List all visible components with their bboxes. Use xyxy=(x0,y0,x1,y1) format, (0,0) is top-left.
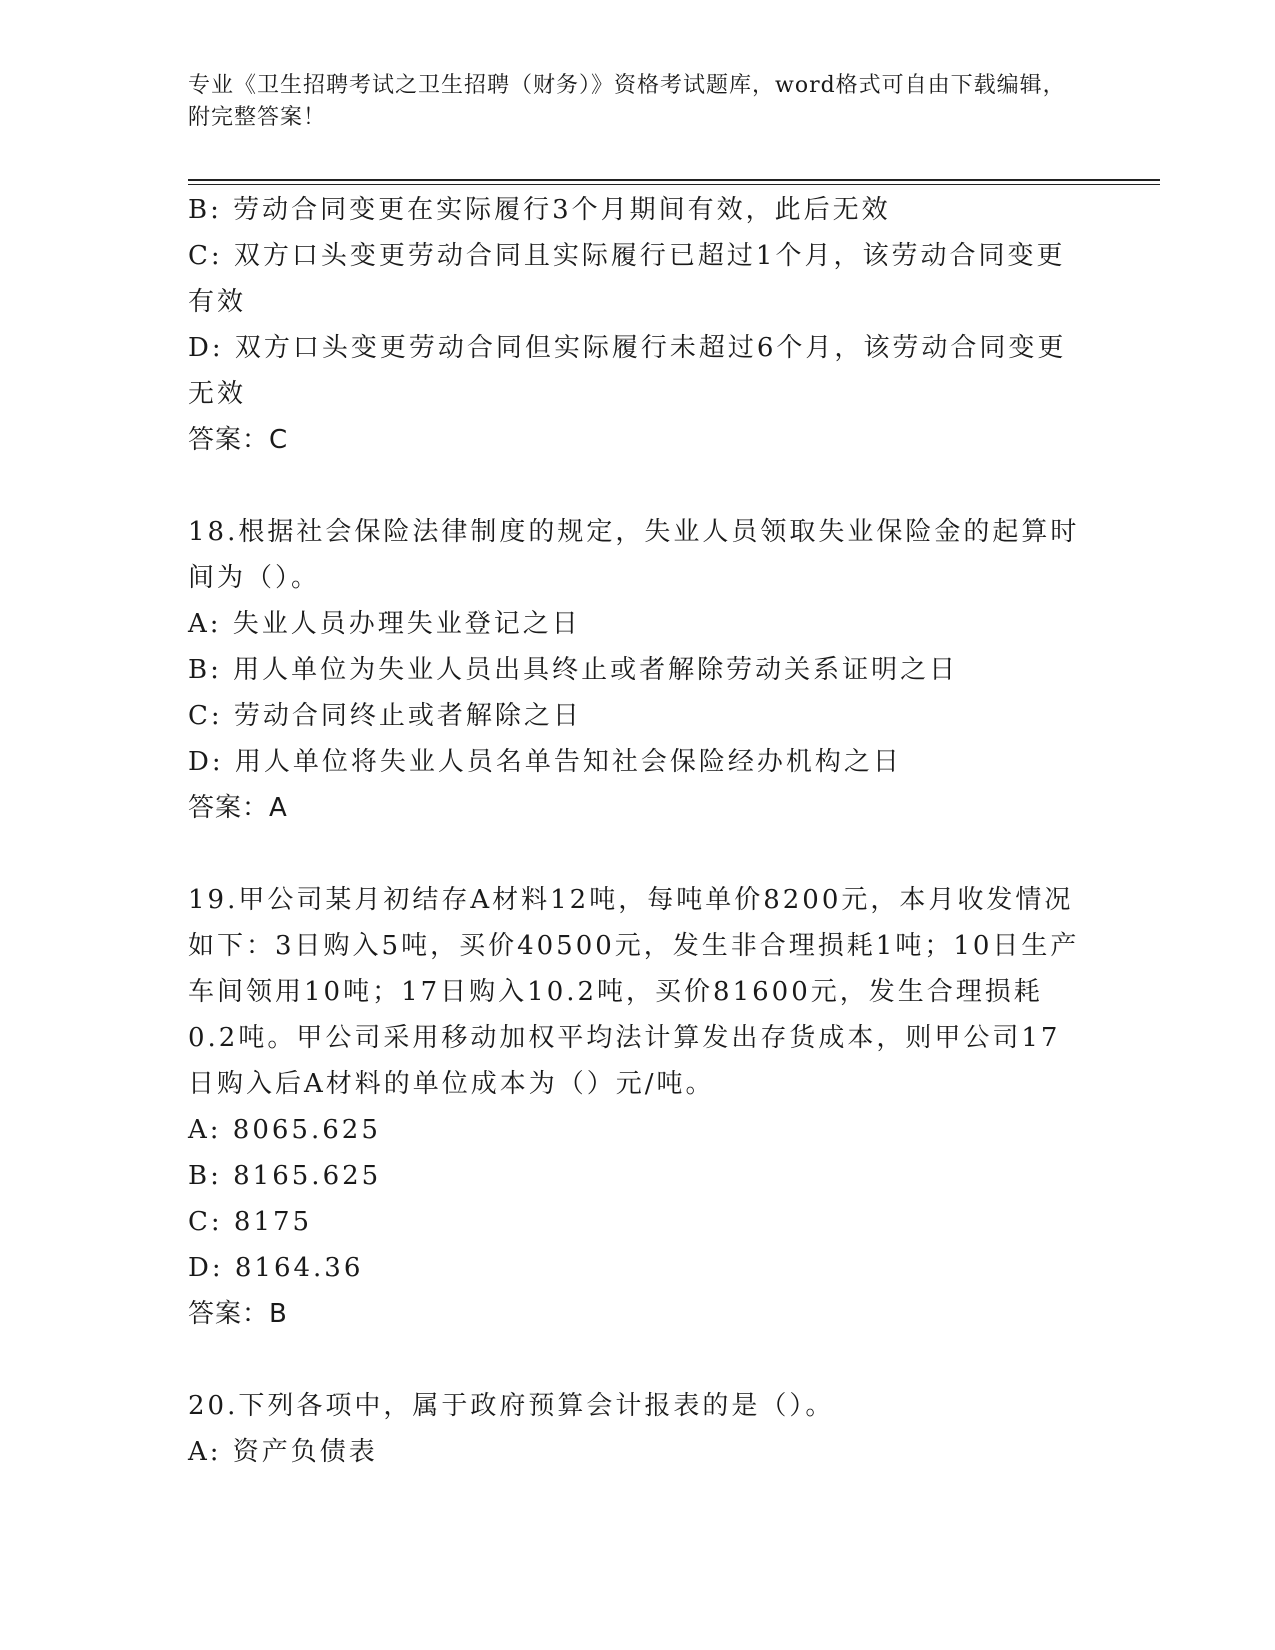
spacer xyxy=(188,1337,1083,1383)
question-text: 20.下列各项中，属于政府预算会计报表的是（）。 xyxy=(188,1391,835,1421)
document-body xyxy=(188,187,1083,1475)
option-b: B: 8165.625 xyxy=(188,1161,382,1191)
answer: 答案：B xyxy=(188,1299,288,1329)
question-20 xyxy=(188,1383,1083,1475)
question-19 xyxy=(188,877,1083,1337)
document-header xyxy=(188,70,1088,134)
option-a: A: 资产负债表 xyxy=(188,1437,378,1467)
header-divider xyxy=(188,179,1160,181)
option-a: A: 失业人员办理失业登记之日 xyxy=(188,609,581,639)
option-c: C: 双方口头变更劳动合同且实际履行已超过1个月，该劳动合同变更有效 xyxy=(188,241,1066,317)
header-title: 专业《卫生招聘考试之卫生招聘（财务）》资格考试题库，word格式可自由下载编辑，附完整答案！ xyxy=(188,73,1066,130)
option-b: B: 劳动合同变更在实际履行3个月期间有效，此后无效 xyxy=(188,195,891,225)
question-text: 18.根据社会保险法律制度的规定，失业人员领取失业保险金的起算时间为（）。 xyxy=(188,517,1080,593)
header-divider-thin xyxy=(188,184,1160,185)
option-c: C: 劳动合同终止或者解除之日 xyxy=(188,701,582,731)
spacer xyxy=(188,463,1083,509)
option-b: B: 用人单位为失业人员出具终止或者解除劳动关系证明之日 xyxy=(188,655,959,685)
option-d: D: 8164.36 xyxy=(188,1253,364,1283)
option-c: C: 8175 xyxy=(188,1207,313,1237)
option-a: A: 8065.625 xyxy=(188,1115,381,1145)
question-text: 19.甲公司某月初结存A材料12吨，每吨单价8200元，本月收发情况如下：3日购入5吨，买价40500元，发生非合理损耗1吨；10日生产车间领用10吨；17日购入10.2吨，买价81600元，发生合理损耗0.2吨。甲公司采用移动加权平均法计算发出存货成本，则甲公司17日购入后A材料的单位成本为（）元/吨。 xyxy=(188,885,1080,1099)
answer: 答案：A xyxy=(188,793,288,823)
option-d: D: 用人单位将失业人员名单告知社会保险经办机构之日 xyxy=(188,747,902,777)
question-18 xyxy=(188,509,1083,831)
answer: 答案：C xyxy=(188,425,289,455)
spacer xyxy=(188,831,1083,877)
question-17-tail xyxy=(188,187,1083,463)
option-d: D: 双方口头变更劳动合同但实际履行未超过6个月，该劳动合同变更无效 xyxy=(188,333,1067,409)
